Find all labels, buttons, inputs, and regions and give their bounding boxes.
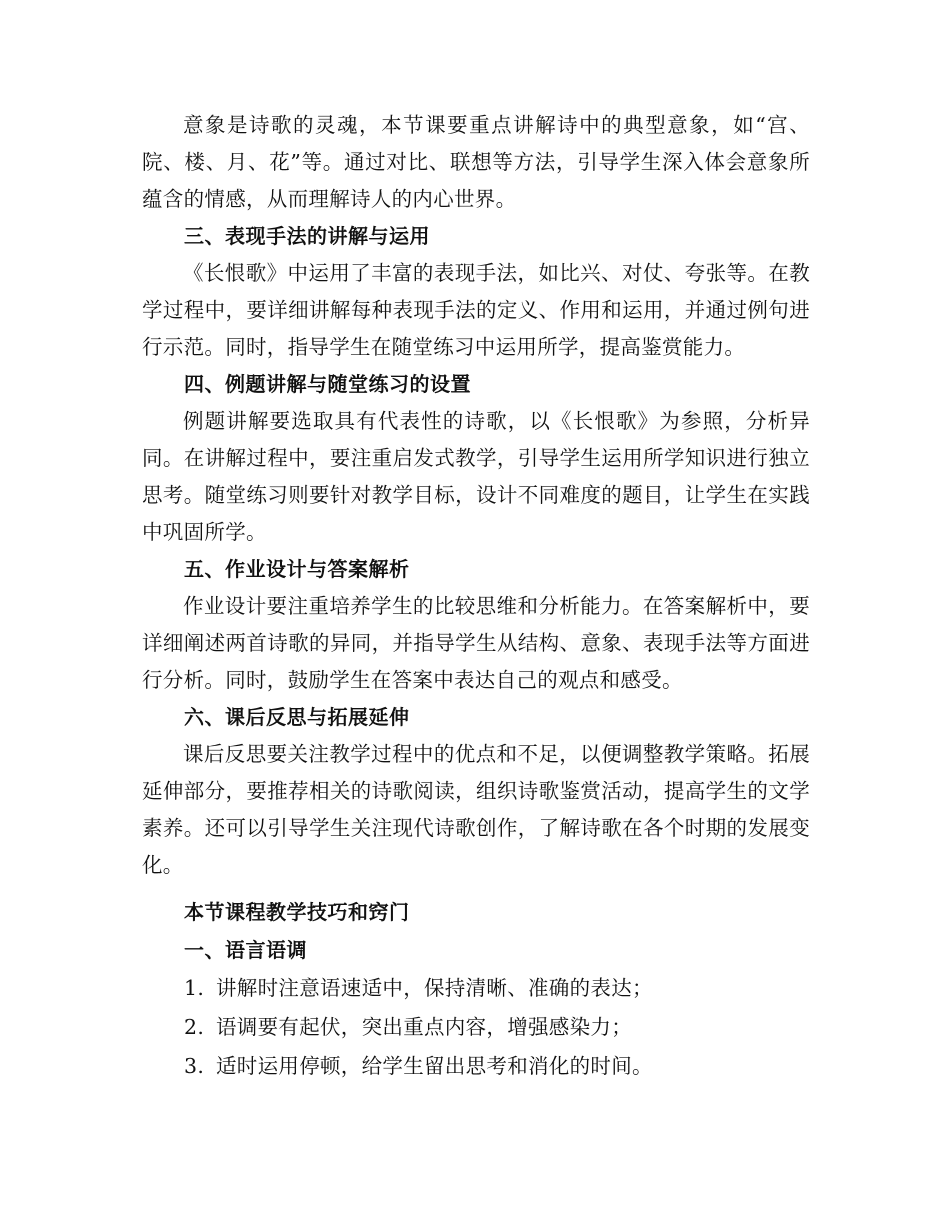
heading-teaching-tips: 本节课程教学技巧和窍门 (184, 900, 410, 924)
heading-examples-practice: 四、例题讲解与随堂练习的设置 (184, 372, 471, 396)
heading-expression-techniques: 三、表现手法的讲解与运用 (184, 224, 430, 248)
list-item (142, 1047, 810, 1086)
list-item-number: 2. (184, 1015, 205, 1039)
document-body (142, 107, 810, 1086)
heading-language-tone: 一、语言语调 (184, 938, 307, 962)
heading-reflection-extension: 六、课后反思与拓展延伸 (184, 705, 410, 729)
list-item-number: 1. (184, 976, 205, 1000)
list-item-text: 语调要有起伏，突出重点内容，增强感染力； (216, 1015, 632, 1039)
paragraph-examples-practice: 例题讲解要选取具有代表性的诗歌，以《长恨歌》为参照，分析异同。在讲解过程中，要注重启发式教学，引导学生运用所学知识进行独立思考。随堂练习则要针对教学目标，设计不同难度的题目，让学生在实践中巩固所学。 (142, 409, 810, 544)
heading-homework-design: 五、作业设计与答案解析 (184, 557, 410, 581)
paragraph-homework-design: 作业设计要注重培养学生的比较思维和分析能力。在答案解析中，要详细阐述两首诗歌的异同，并指导学生从结构、意象、表现手法等方面进行分析。同时，鼓励学生在答案中表达自己的观点和感受。 (142, 594, 810, 692)
list-item (142, 969, 810, 1008)
list-item-text: 适时运用停顿，给学生留出思考和消化的时间。 (216, 1054, 653, 1078)
list-item (142, 1008, 810, 1047)
paragraph-expression-techniques: 《长恨歌》中运用了丰富的表现手法，如比兴、对仗、夸张等。在教学过程中，要详细讲解每种表现手法的定义、作用和运用，并通过例句进行示范。同时，指导学生在随堂练习中运用所学，提高鉴赏能力。 (142, 261, 810, 359)
paragraph-reflection-extension: 课后反思要关注教学过程中的优点和不足，以便调整教学策略。拓展延伸部分，要推荐相关的诗歌阅读，组织诗歌鉴赏活动，提高学生的文学素养。还可以引导学生关注现代诗歌创作，了解诗歌在各个时期的发展变化。 (142, 742, 810, 877)
paragraph-imagery: 意象是诗歌的灵魂，本节课要重点讲解诗中的典型意象，如“宫、院、楼、月、花”等。通过对比、联想等方法，引导学生深入体会意象所蕴含的情感，从而理解诗人的内心世界。 (142, 113, 810, 211)
list-item-number: 3. (184, 1054, 205, 1078)
list-item-text: 讲解时注意语速适中，保持清晰、准确的表达； (216, 976, 653, 1000)
tips-list (142, 969, 810, 1086)
